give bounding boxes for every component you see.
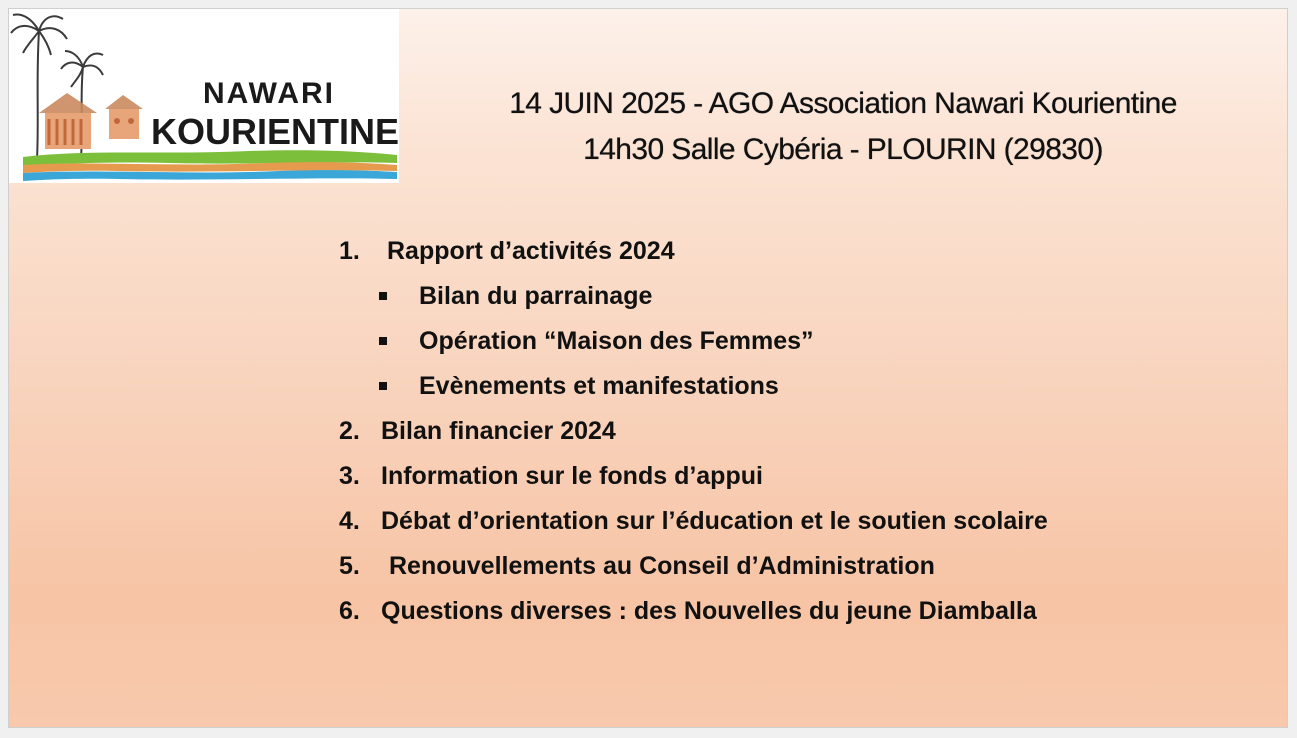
agenda-text: Débat d’orientation sur l’éducation et le soutien scolaire bbox=[381, 507, 1048, 535]
square-bullet-icon bbox=[379, 337, 387, 345]
agenda-subitem-2 bbox=[339, 319, 1269, 364]
agenda-item-1 bbox=[339, 229, 1269, 274]
title-line-2: 14h30 Salle Cybéria - PLOURIN (29830) bbox=[583, 133, 1103, 166]
agenda-number: 5. bbox=[339, 552, 360, 580]
agenda-text: Questions diverses : des Nouvelles du jeune Diamballa bbox=[381, 597, 1037, 625]
agenda-number: 6. bbox=[339, 597, 360, 625]
water-stroke bbox=[23, 170, 397, 181]
agenda-subitem-3 bbox=[339, 364, 1269, 409]
slide bbox=[8, 8, 1288, 728]
logo-text-nawari: NAWARI bbox=[203, 77, 335, 110]
agenda-item-4 bbox=[339, 499, 1269, 544]
agenda-number: 2. bbox=[339, 417, 360, 445]
agenda-text: Rapport d’activités 2024 bbox=[387, 237, 675, 265]
agenda-subitem-text: Bilan du parrainage bbox=[419, 282, 653, 310]
agenda-text: Renouvellements au Conseil d’Administration bbox=[389, 552, 935, 580]
agenda-item-5 bbox=[339, 544, 1269, 589]
square-bullet-icon bbox=[379, 382, 387, 390]
square-bullet-icon bbox=[379, 292, 387, 300]
agenda-number: 1. bbox=[339, 237, 360, 265]
agenda-subitem-text: Opération “Maison des Femmes” bbox=[419, 327, 814, 355]
logo bbox=[9, 9, 399, 183]
agenda-text: Information sur le fonds d’appui bbox=[381, 462, 763, 490]
agenda-item-2 bbox=[339, 409, 1269, 454]
agenda-subitem-text: Evènements et manifestations bbox=[419, 372, 779, 400]
logo-text-kourientine: KOURIENTINE bbox=[151, 111, 399, 152]
agenda-number: 3. bbox=[339, 462, 360, 490]
hut-icon bbox=[39, 93, 143, 149]
agenda-number: 4. bbox=[339, 507, 360, 535]
agenda-item-6 bbox=[339, 589, 1269, 634]
agenda-subitem-1 bbox=[339, 274, 1269, 319]
agenda-item-3 bbox=[339, 454, 1269, 499]
agenda-text: Bilan financier 2024 bbox=[381, 417, 616, 445]
agenda-list bbox=[339, 229, 1269, 634]
slide-title bbox=[409, 81, 1277, 173]
title-line-1: 14 JUIN 2025 - AGO Association Nawari Kourientine bbox=[509, 87, 1177, 120]
